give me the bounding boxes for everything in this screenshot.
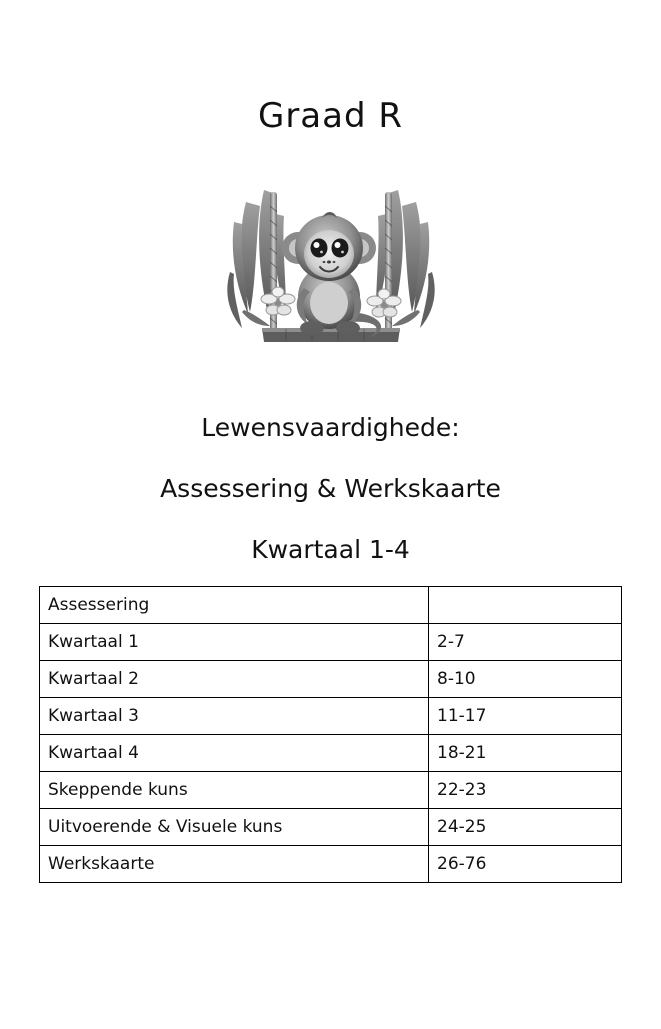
table-row (40, 772, 622, 809)
toc-label: Werkskaarte (40, 846, 429, 883)
table-row (40, 846, 622, 883)
table-of-contents (39, 586, 622, 883)
toc-pages: 26-76 (429, 846, 622, 883)
page-title: Graad R (257, 96, 403, 136)
table-row (40, 809, 622, 846)
toc-body (40, 587, 622, 883)
term-range: Kwartaal 1-4 (251, 535, 410, 564)
toc-pages: 2-7 (429, 624, 622, 661)
toc-label: Uitvoerende & Visuele kuns (40, 809, 429, 846)
toc-pages (429, 587, 622, 624)
table-row (40, 661, 622, 698)
table-row (40, 735, 622, 772)
table-row (40, 698, 622, 735)
document-page (0, 96, 661, 1029)
toc-label: Kwartaal 1 (40, 624, 429, 661)
toc-label: Kwartaal 3 (40, 698, 429, 735)
toc-label: Kwartaal 4 (40, 735, 429, 772)
monkey-on-swing-illustration (216, 162, 446, 387)
subtitle-block (0, 413, 661, 564)
toc-pages: 24-25 (429, 809, 622, 846)
toc-pages: 8-10 (429, 661, 622, 698)
toc-pages: 11-17 (429, 698, 622, 735)
toc-label: Skeppende kuns (40, 772, 429, 809)
toc-pages: 18-21 (429, 735, 622, 772)
toc-pages: 22-23 (429, 772, 622, 809)
toc-label: Assessering (40, 587, 429, 624)
document-type: Assessering & Werkskaarte (160, 474, 501, 503)
subject-line: Lewensvaardighede: (201, 413, 460, 442)
table-row (40, 587, 622, 624)
table-row (40, 624, 622, 661)
toc-label: Kwartaal 2 (40, 661, 429, 698)
